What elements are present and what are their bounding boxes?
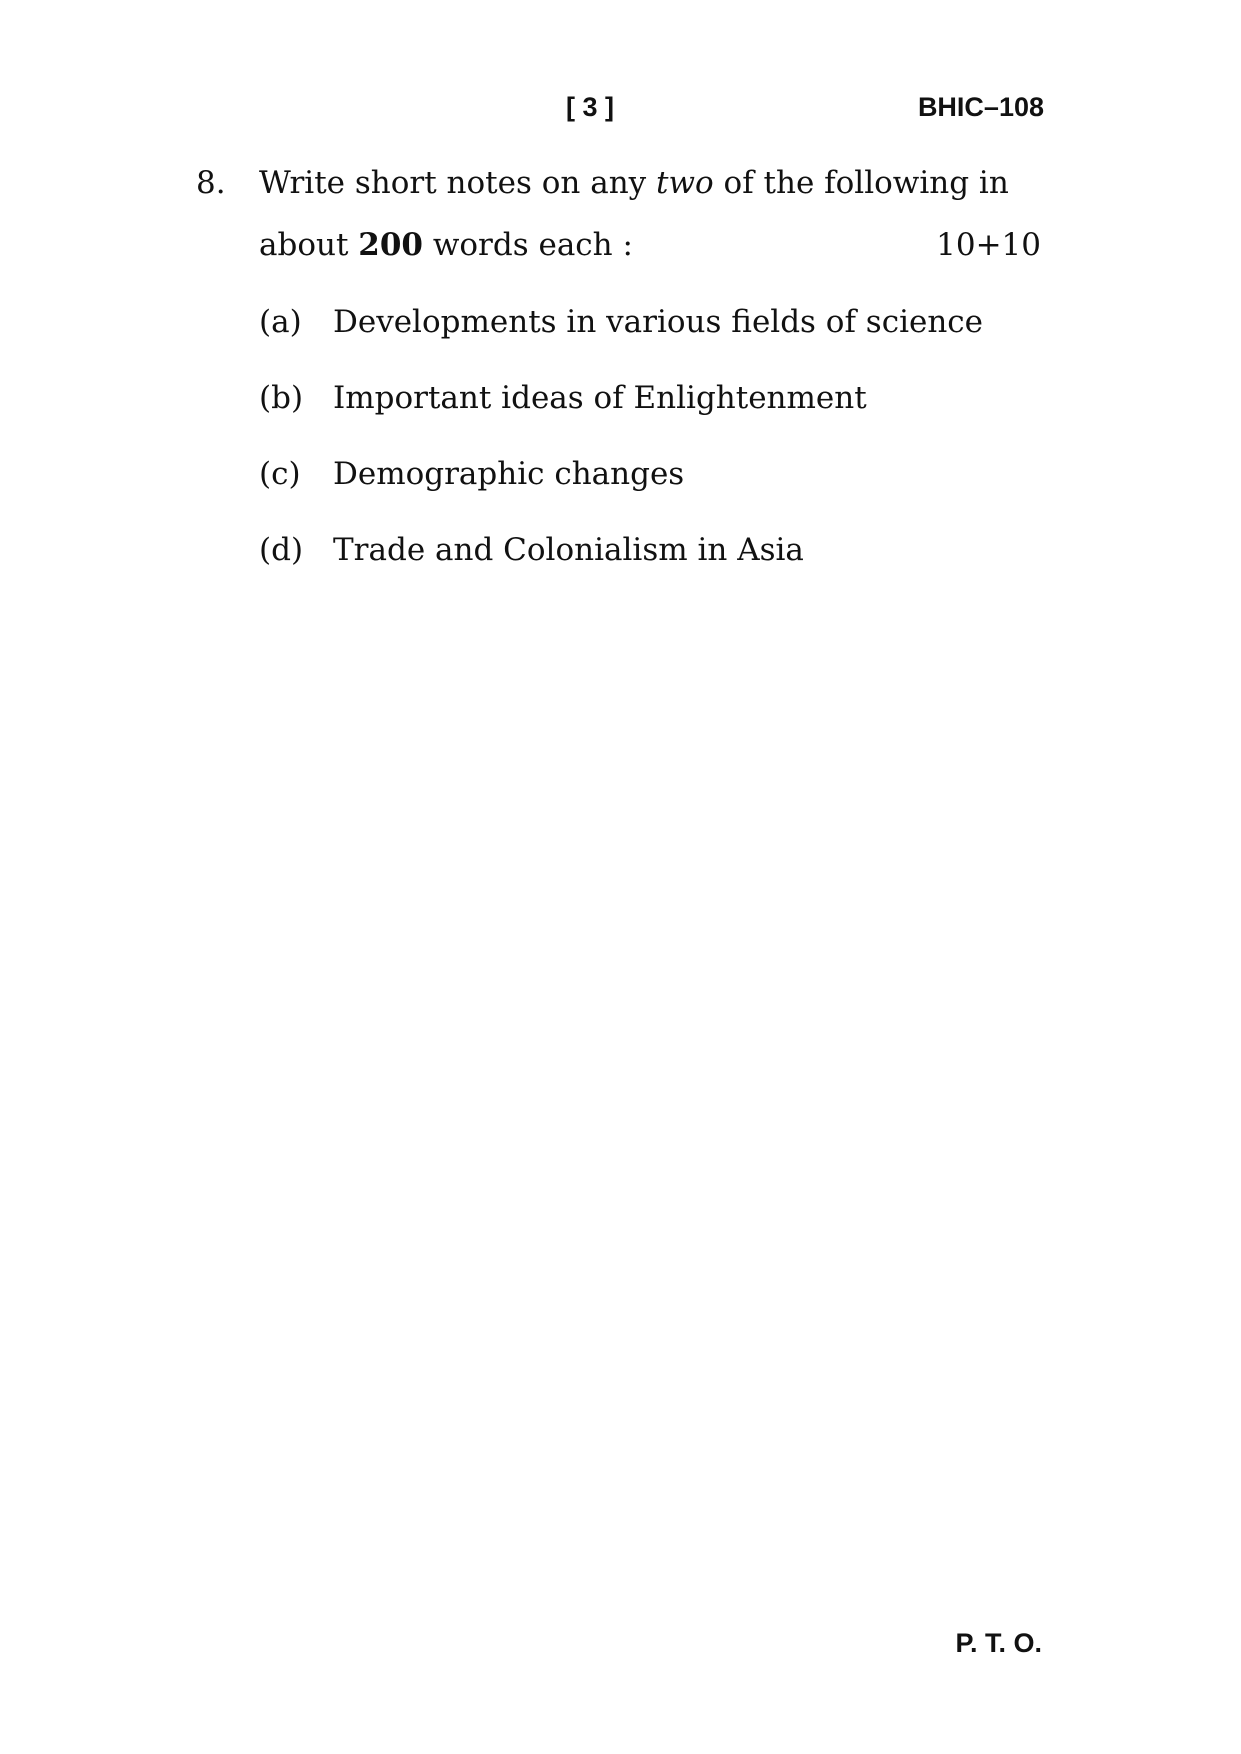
option-b <box>259 380 867 416</box>
option-label: (d) <box>259 532 304 568</box>
option-d <box>259 532 804 568</box>
question-text-part: about <box>259 227 359 263</box>
option-label: (a) <box>259 304 302 340</box>
question-text-line-2 <box>259 227 633 263</box>
page-number: [ 3 ] <box>566 92 615 122</box>
option-text: Demographic changes <box>333 456 685 492</box>
question-text-line-1 <box>259 165 1009 201</box>
please-turn-over: P. T. O. <box>955 1628 1042 1658</box>
option-c <box>259 456 684 492</box>
option-text: Important ideas of Enlightenment <box>333 380 867 416</box>
paper-code: BHIC–108 <box>917 92 1044 122</box>
question-number: 8. <box>196 165 226 201</box>
option-a <box>259 304 983 340</box>
question-marks: 10+10 <box>936 227 1041 263</box>
question-emphasis: two <box>656 165 714 201</box>
option-label: (c) <box>259 456 301 492</box>
option-text: Developments in various fields of science <box>333 304 984 340</box>
question-text-part: words each : <box>423 227 633 263</box>
question-text-part: of the following in <box>713 165 1009 201</box>
option-label: (b) <box>259 380 304 416</box>
question-text-part: Write short notes on any <box>259 165 657 201</box>
word-count: 200 <box>358 227 423 263</box>
option-text: Trade and Colonialism in Asia <box>333 532 804 568</box>
